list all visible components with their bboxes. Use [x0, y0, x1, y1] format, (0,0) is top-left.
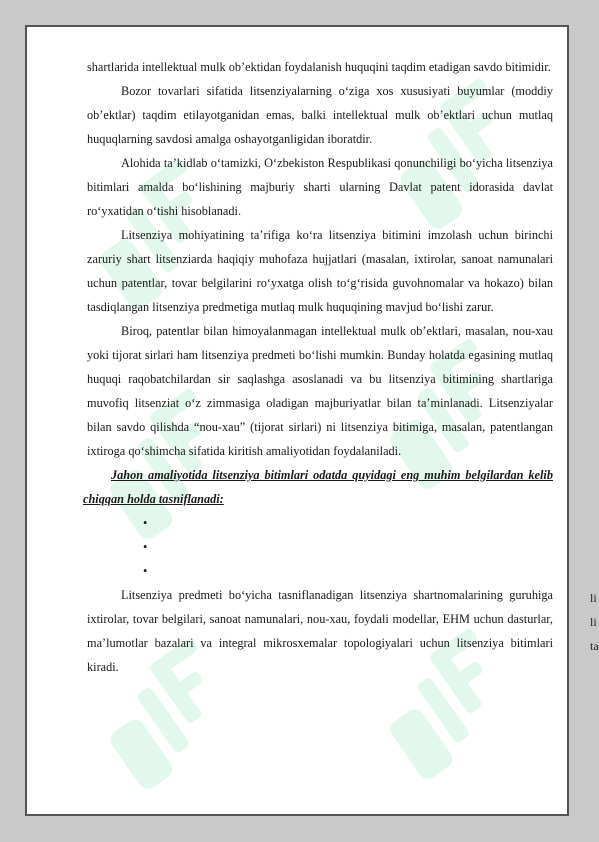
list-item: [143, 511, 553, 535]
paragraph: Bozor tovarlari sifatida litsenziyalarning o‘ziga xos xususiyati buyumlar (moddiy ob’ektlar) taqdim etilayotganidan emas, balki intellektual mulk ob’ektlari uchun mutlaq huquqlarning savdosi amalga oshayotganligidan iboratdir.: [87, 84, 553, 146]
section-heading: Jahon amaliyotida litsenziya bitimlari odatda quyidagi eng muhim belgilardan kelib chiqqan holda tasniflanadi:: [83, 468, 553, 506]
bullet-icon: •: [143, 540, 148, 554]
list-item: [143, 535, 553, 559]
list-item: [143, 559, 553, 583]
paragraph: Alohida ta’kidlab o‘tamizki, O‘zbekiston Respublikasi qonunchiligi bo‘yicha litsenziya bitimlari amalda bo‘lishining majburiy sharti ularning Davlat patent idorasida davlat ro‘yxatidan o‘tishi hisoblanadi.: [87, 156, 553, 218]
overflow-text-fragment: ta: [590, 639, 599, 653]
bullet-list: [87, 511, 553, 583]
bullet-icon: •: [143, 564, 148, 578]
bullet-icon: •: [143, 516, 148, 530]
overflow-text-fragment: li: [590, 591, 597, 605]
paragraph: Litsenziya mohiyatining ta’rifiga ko‘ra litsenziya bitimini imzolash uchun birinchi zaruriy shart litsenziarda haqiqiy muhofaza hujjatlari (masalan, ixtirolar, sanoat namunalari uchun patentlar, tovar belgilarini ro‘yxatga olish to‘g‘risida guvohnomalar va hokazo) bilan tasdiqlangan litsenziya predmetiga mutlaq mulk huquqining mavjud bo‘lishi zarur.: [87, 228, 553, 314]
paragraph: Biroq, patentlar bilan himoyalanmagan intellektual mulk ob’ektlari, masalan, nou-xau yoki tijorat sirlari ham litsenziya predmeti bo‘lishi mumkin. Bunday holatda egasining mutlaq huquqi raqobatchilardan sir saqlashga asoslanadi va bu litsenziya bitimining shartlariga muvofiq litsenziat o‘z zimmasiga oladigan majburiyatlar bilan ta’minlanadi. Litsenziyalar bilan savdo qilishda “nou-xau” (tijorat sirlari) ni litsenziya bitimiga, masalan, patentlangan ixtiroga qo‘shimcha sifatida kiritish amaliyotidan foydalaniladi.: [87, 324, 553, 458]
document-body: [83, 55, 553, 679]
paragraph: shartlarida intellektual mulk ob’ektidan foydalanish huquqini taqdim etadigan savdo bitimidir.: [87, 60, 551, 74]
document-page: [25, 25, 569, 816]
paragraph: Litsenziya predmeti bo‘yicha tasniflanadigan litsenziya shartnomalarining guruhiga ixtirolar, tovar belgilari, sanoat namunalari, nou-xau, foydali modellar, EHM uchun dasturlar, ma’lumotlar bazalari va integral mikrosxemalar topologiyalari uchun litsenziya bitimlari kiradi.: [87, 588, 553, 674]
overflow-text-fragment: li: [590, 615, 597, 629]
